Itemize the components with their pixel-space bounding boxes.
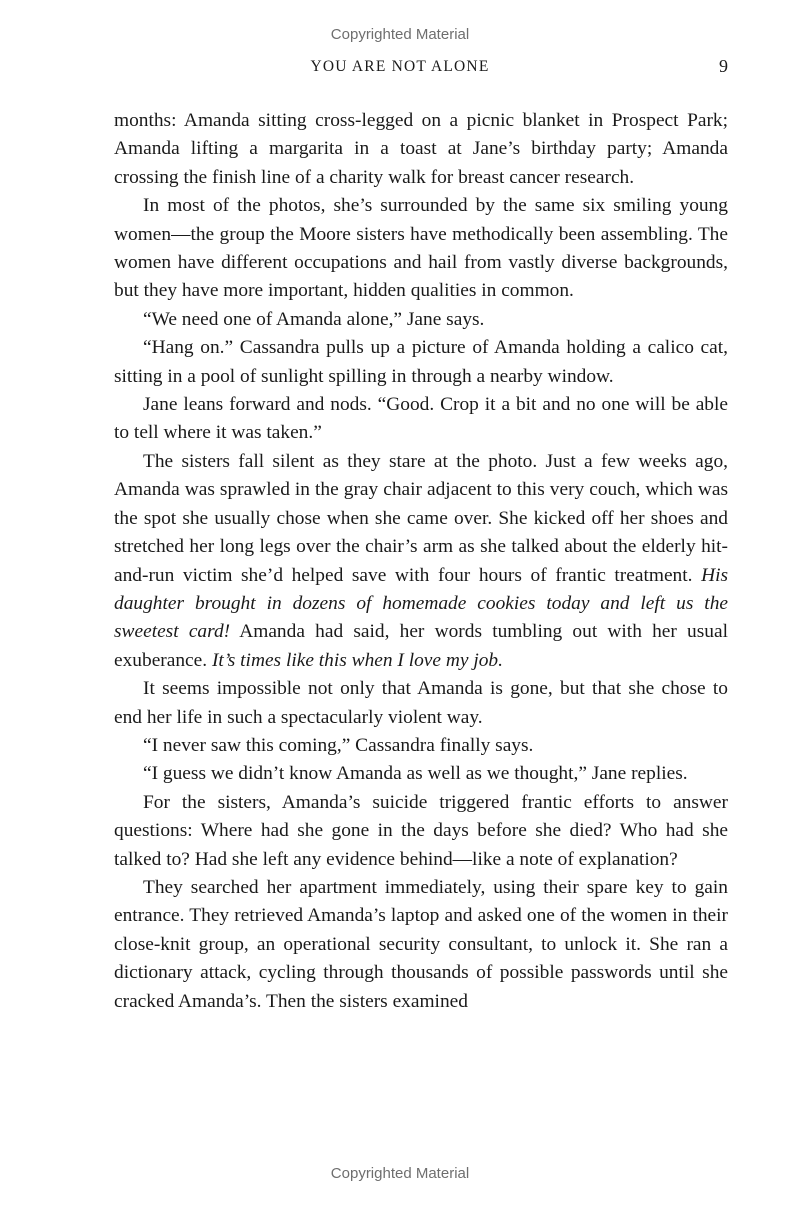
paragraph bbox=[114, 448, 728, 675]
paragraph bbox=[114, 789, 728, 874]
running-head: YOU ARE NOT ALONE bbox=[310, 58, 490, 75]
paragraph bbox=[114, 334, 728, 391]
text-run: Amanda had said, her words tumbling out with her usual exuberance. bbox=[114, 621, 728, 671]
text-run: “I never saw this coming,” Cassandra finally says. bbox=[143, 734, 534, 756]
text-run: “Hang on.” Cassandra pulls up a picture of Amanda holding a calico cat, sitting in a pool of sunlight spilling in through a nearby window. bbox=[114, 337, 728, 387]
paragraph bbox=[114, 760, 728, 788]
text-run: The sisters fall silent as they stare at the photo. Just a few weeks ago, Amanda was sprawled in the gray chair adjacent to this very couch, which was the spot she usually chose when she came over. She kicked off her shoes and stretched her long legs over the chair’s arm as she talked about the elderly hit-and-run victim she’d helped save with four hours of frantic treatment. bbox=[114, 450, 728, 586]
paragraph bbox=[114, 192, 728, 306]
text-run: They searched her apartment immediately, using their spare key to gain entrance. They retrieved Amanda’s laptop and asked one of the women in their close-knit group, an operational security consultant, to unlock it. She ran a dictionary attack, cycling through thousands of possible passwords until she cracked Amanda’s. Then the sisters examined bbox=[114, 876, 728, 1012]
text-run: In most of the photos, she’s surrounded by the same six smiling young women—the group the Moore sisters have methodically been assembling. The women have different occupations and hail from vastly diverse backgrounds, but they have more important, hidden qualities in common. bbox=[114, 195, 728, 302]
paragraph bbox=[114, 306, 728, 334]
paragraph bbox=[114, 391, 728, 448]
text-run: It seems impossible not only that Amanda is gone, but that she chose to end her life in such a spectacularly violent way. bbox=[114, 678, 728, 728]
italic-text-run: His daughter brought in dozens of homemade cookies today and left us the sweetest card! bbox=[114, 564, 728, 643]
body-text bbox=[114, 107, 728, 1016]
copyright-notice-top: Copyrighted Material bbox=[330, 26, 470, 43]
text-run: “I guess we didn’t know Amanda as well as we thought,” Jane replies. bbox=[143, 763, 688, 785]
text-run: Jane leans forward and nods. “Good. Crop it a bit and no one will be able to tell where it was taken.” bbox=[114, 394, 728, 444]
paragraph bbox=[114, 732, 728, 760]
italic-text-run: It’s times like this when I love my job. bbox=[211, 649, 503, 671]
paragraph bbox=[114, 675, 728, 732]
paragraph bbox=[114, 874, 728, 1016]
page-number: 9 bbox=[719, 56, 728, 76]
text-run: “We need one of Amanda alone,” Jane says. bbox=[143, 308, 485, 330]
text-run: months: Amanda sitting cross-legged on a picnic blanket in Prospect Park; Amanda lifting a margarita in a toast at Jane’s birthday party; Amanda crossing the finish line of a charity walk for breast cancer research. bbox=[114, 110, 728, 188]
copyright-notice-bottom: Copyrighted Material bbox=[330, 1165, 470, 1182]
paragraph bbox=[114, 107, 728, 192]
text-run: For the sisters, Amanda’s suicide triggered frantic efforts to answer questions: Where had she gone in the days before she died? Who had she talked to? Had she left any evidence behind—like a note of explanation? bbox=[114, 791, 728, 870]
